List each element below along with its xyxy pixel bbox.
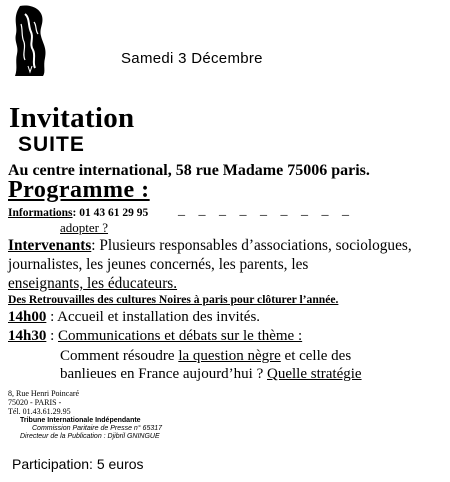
schedule-text: : Accueil et installation des invités.: [46, 309, 261, 325]
intervenants-educators: les éducateurs.: [83, 275, 178, 292]
info-dashes: _ _ _ _ _ _ _ _ _: [178, 203, 354, 218]
adopter-text: adopter ?: [60, 220, 109, 235]
page-subtitle: SUITE: [18, 133, 85, 156]
address-line: Tél. 01.43.61.29.95: [8, 407, 71, 416]
credit-line: Tribune Internationale Indépendante: [20, 417, 141, 424]
question-text: et celle des: [280, 348, 352, 364]
schedule-item-1430: [8, 328, 302, 345]
participation-fee: Participation: 5 euros: [12, 456, 144, 472]
venue-address: Au centre international, 58 rue Madame 75006 paris.: [8, 162, 370, 179]
contact-address: [8, 389, 79, 416]
debate-question: [60, 347, 362, 383]
intervenants-teachers: enseignants,: [8, 275, 84, 292]
programme-heading: Programme :: [8, 177, 150, 203]
page-title: Invitation: [9, 102, 135, 134]
schedule-time: 14h30: [8, 328, 47, 344]
schedule-separator: :: [46, 328, 59, 344]
intervenants-label: Intervenants: [8, 237, 92, 254]
intervenants-text: : Plusieurs responsables d’associations, sociologues, journalistes, les jeunes concernés, les parents, les: [8, 237, 412, 273]
schedule-item-1400: [8, 309, 260, 326]
info-phone: : 01 43 61 29 95: [72, 207, 149, 219]
schedule-text: Communications et débats sur le thème :: [58, 328, 303, 344]
question-text: Comment résoudre: [60, 348, 179, 364]
credit-line: Directeur de la Publication : Djibril GNINGUE: [20, 433, 160, 440]
retrouvailles-line: Des Retrouvailles des cultures Noires à paris pour clôturer l’année.: [8, 293, 339, 306]
question-text: banlieues en France aujourd’hui ?: [60, 366, 268, 382]
info-line: [8, 207, 148, 219]
credit-line: Commission Paritaire de Presse n° 65317: [32, 425, 163, 432]
address-line: 8, Rue Henri Poincaré: [8, 389, 80, 398]
question-highlight: Quelle stratégie: [267, 366, 362, 382]
question-highlight: la question nègre: [178, 348, 281, 364]
address-line: 75020 - PARIS -: [8, 398, 62, 407]
event-date: Samedi 3 Décembre: [121, 50, 263, 67]
info-label: Informations: [8, 207, 73, 219]
schedule-time: 14h00: [8, 309, 47, 325]
newspaper-logo-icon: [6, 4, 48, 78]
publication-credits: [20, 417, 162, 441]
intervenants-paragraph: [8, 236, 446, 293]
